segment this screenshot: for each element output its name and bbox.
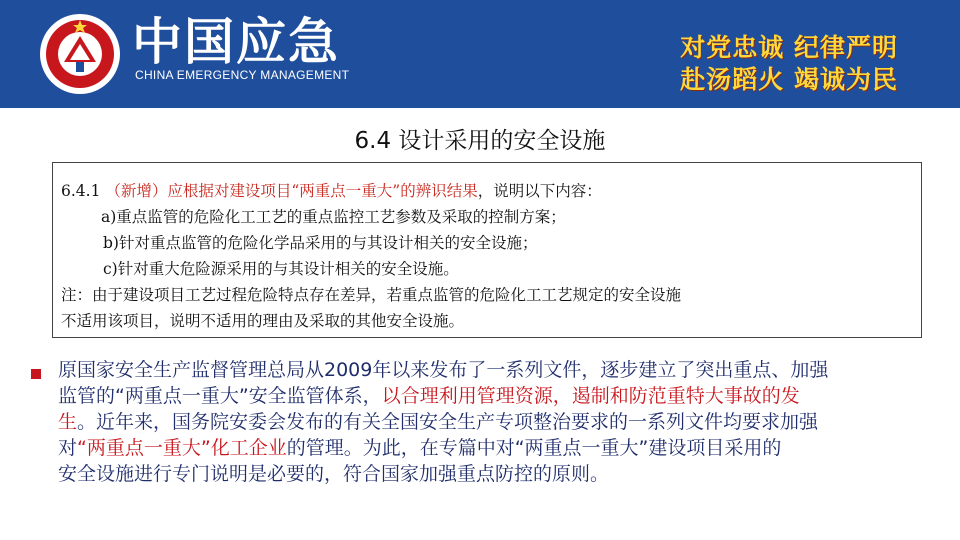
header-banner <box>0 0 960 108</box>
emergency-management-emblem-icon <box>38 12 122 96</box>
slogan-line-1: 对党忠诚 纪律严明 <box>680 33 898 62</box>
slogan-line-2: 赴汤蹈火 竭诚为民 <box>680 65 898 94</box>
clause-note-line-2: 不适用该项目，说明不适用的理由及采取的其他安全设施。 <box>61 312 465 330</box>
paragraph-text: 监管的“两重点一重大”安全监管体系， <box>58 385 382 407</box>
logo-chinese-text: 中国应急 <box>132 13 340 71</box>
paragraph-text: 的管理。为此，在专篇中对“两重点一重大”建设项目采用的 <box>286 437 782 459</box>
clause-number: 6.4.1 <box>61 182 106 200</box>
slide-title: 6.4 设计采用的安全设施 <box>354 128 606 154</box>
paragraph-highlight: “两重点一重大”化工企业 <box>77 437 287 459</box>
clause-line <box>61 181 602 201</box>
clause-suffix: ，说明以下内容： <box>477 182 602 200</box>
bullet-square-icon <box>31 369 41 379</box>
paragraph-highlight: 生 <box>58 411 78 433</box>
paragraph-line-2 <box>58 384 800 408</box>
clause-item-c: c)针对重大危险源采用的与其设计相关的安全设施。 <box>103 260 459 278</box>
logo-english-text: CHINA EMERGENCY MANAGEMENT <box>135 68 350 82</box>
clause-note-line-1: 注：由于建设项目工艺过程危险特点存在差异，若重点监管的危险化工工艺规定的安全设施 <box>61 286 682 304</box>
paragraph-line-4 <box>58 436 781 460</box>
paragraph-text: 对 <box>58 437 78 459</box>
clause-item-b: b)针对重点监管的危险化学品采用的与其设计相关的安全设施； <box>103 234 538 252</box>
paragraph-highlight: 以合理利用管理资源，遏制和防范重特大事故的发 <box>381 385 800 407</box>
clause-item-a: a)重点监管的危险化工工艺的重点监控工艺参数及采取的控制方案； <box>101 208 566 226</box>
paragraph-line-1: 原国家安全生产监督管理总局从2009年以来发布了一系列文件，逐步建立了突出重点、加强 <box>58 359 829 381</box>
clause-new-requirement: （新增）应根据对建设项目“两重点一重大”的辨识结果 <box>105 182 478 200</box>
paragraph-line-3 <box>58 410 818 434</box>
regulation-text-box <box>52 162 922 338</box>
paragraph-line-5: 安全设施进行专门说明是必要的，符合国家加强重点防控的原则。 <box>58 463 610 485</box>
paragraph-text: 。近年来，国务院安委会发布的有关全国安全生产专项整治要求的一系列文件均要求加强 <box>77 411 819 433</box>
